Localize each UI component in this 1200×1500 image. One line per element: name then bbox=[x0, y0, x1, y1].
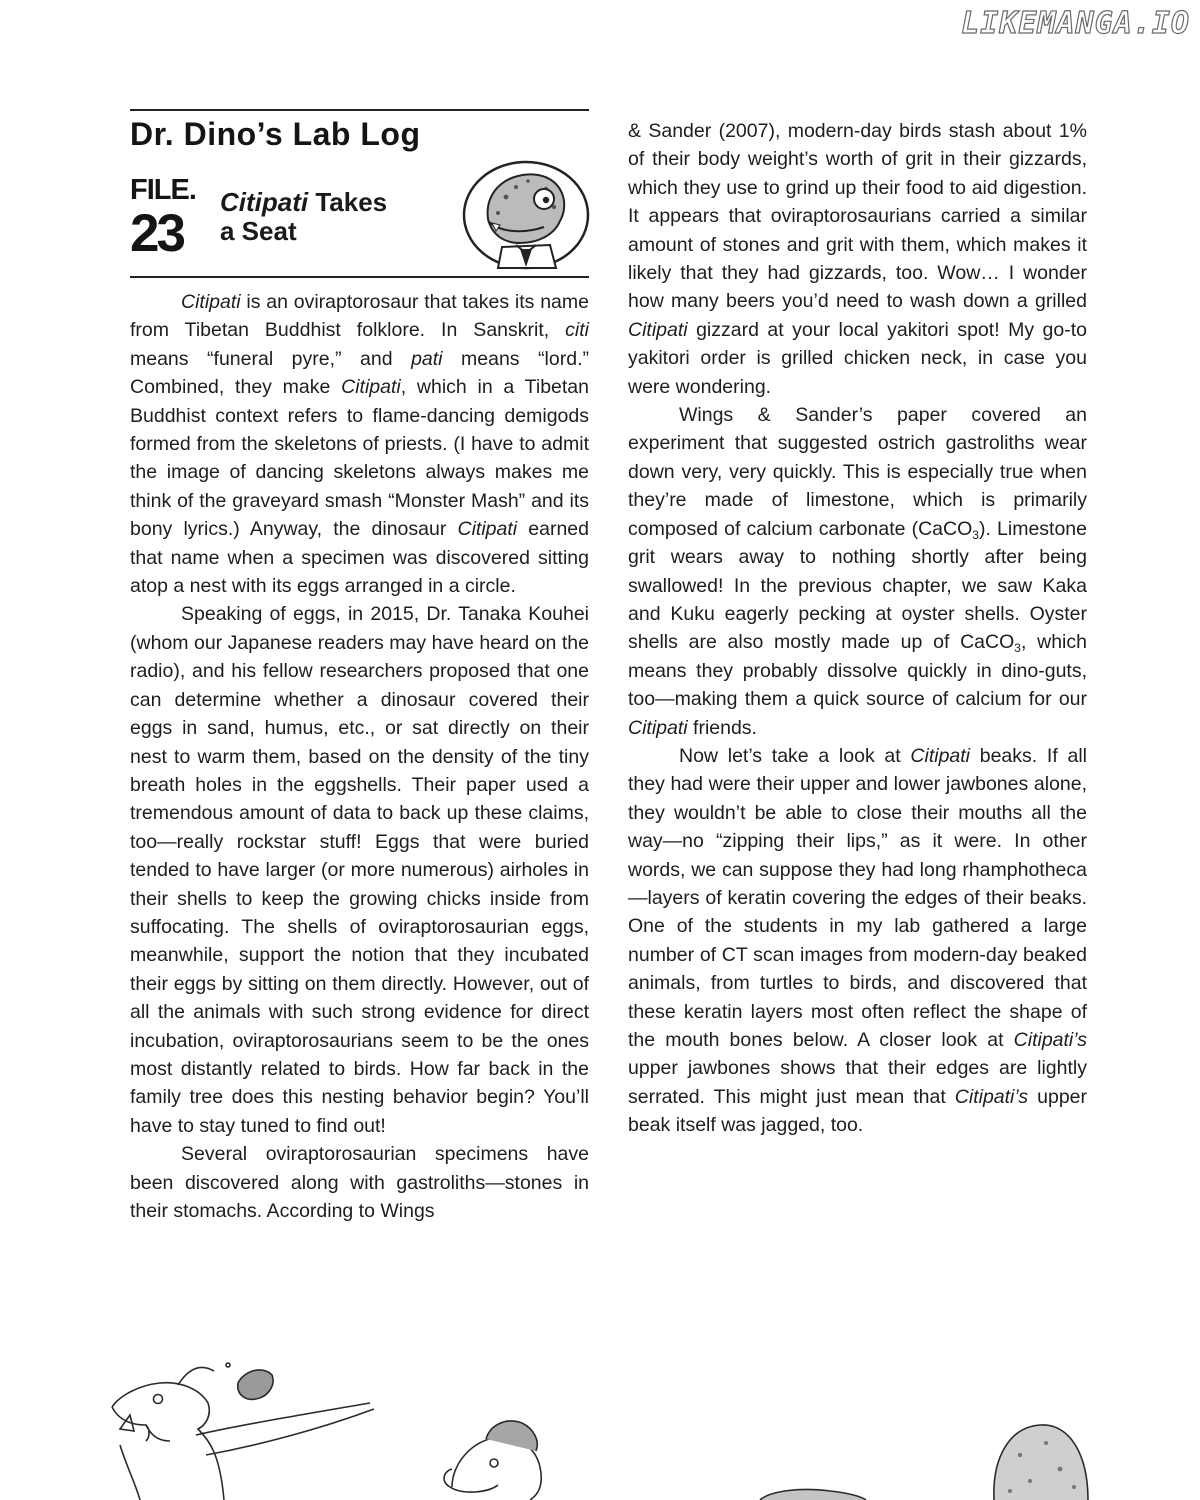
header-bottom-rule bbox=[130, 276, 589, 278]
paragraph-gizzards: & Sander (2007), modern-day birds stash about 1% of their body weight’s worth of grit in their gizzards, which they use to grind up their food to aid digestion. It appears that oviraptorosaurians carried a similar amount of stones and grit with them, which makes it likely that they had gizzards, too. Wow… I wonder how many beers you’d need to wash down a grilled Citipati gizzard at your local yakitori spot! My go-to yakitori order is grilled chicken neck, in case you were wondering. bbox=[628, 120, 1087, 398]
site-watermark: LIKEMANGA.IO bbox=[961, 6, 1190, 41]
paragraph-eggs: Speaking of eggs, in 2015, Dr. Tanaka Kouhei (whom our Japanese readers may have heard on the radio), and his fellow researchers proposed that one can determine whether a dinosaur covered their eggs in sand, humus, etc., or sat directly on their nest to warm them, based on the density of the tiny breath holes in the eggshells. Their paper used a tremendous amount of data to back up these claims, too—really rockstar stuff! Eggs that were buried tended to have larger (or more numerous) airholes in their shells to keep the growing chicks inside from suffocating. The shells of oviraptorosaurian eggs, meanwhile, support the notion that they incubated their eggs by sitting on them directly. However, out of all the animals with such strong evidence for direct incubation, oviraptorosaurians seem to be the ones most distantly related to birds. How far back in the family tree does this nesting behavior begin? You’ll have to stay tuned to find out! bbox=[130, 603, 589, 1137]
dr-dino-portrait-icon bbox=[458, 159, 590, 271]
paragraph-limestone: Wings & Sander’s paper covered an experiment that suggested ostrich gastroliths wear down very, very quickly. This is especially true when they’re made of limestone, which is primarily composed of calcium carbonate (CaCO$_3$). Limestone grit wears away to nothing shortly after being swallowed! In the previous chapter, we saw Kaka and Kuku eagerly pecking at oyster shells. Oyster shells are also mostly made up of CaCO$_3$, which means they probably dissolve quickly in dino-guts, too—making them a quick source of calcium for our Citipati friends. bbox=[628, 404, 1087, 739]
paragraph-gastroliths: Several oviraptorosaurian specimens have been discovered along with gastroliths—stones in their stomachs. According to Wings bbox=[130, 1143, 589, 1222]
file-number: 23 bbox=[130, 204, 183, 263]
file-label: FILE. bbox=[130, 174, 196, 206]
paragraph-beaks: Now let’s take a look at Citipati beaks. If all they had were their upper and lower jawbones alone, they wouldn’t be able to close their mouths all the way—no “zipping their lips,” as it were. In other words, we can suppose they had long rhamphotheca—layers of keratin covering the edges of their beaks. One of the students in my lab gathered a large number of CT scan images from modern-day beaked animals, from turtles to birds, and discovered that these keratin layers most often reflect the shape of the mouth bones below. A closer look at Citipati’s upper jawbones shows that their edges are lightly serrated. This might just mean that Citipati’s upper beak itself was jagged, too. bbox=[628, 744, 1087, 1137]
article-left-column bbox=[130, 288, 589, 1225]
file-title-italic: Citipati bbox=[220, 187, 309, 217]
article-right-column bbox=[628, 117, 1087, 1140]
header-top-rule bbox=[130, 109, 589, 111]
paragraph-citipati-name: Citipati is an oviraptorosaur that takes its name from Tibetan Buddhist folklore. In Sanskrit, citi means “funeral pyre,” and pati means “lord.” Combined, they make Citipati, which in a Tibetan Buddhist context refers to flame-dancing demigods formed from the skeletons of priests. (I have to admit the image of dancing skeletons always makes me think of the graveyard smash “Monster Mash” and its bony lyrics.) Anyway, the dinosaur Citipati earned that name when a specimen was discovered sitting atop a nest with its eggs arranged in a circle. bbox=[130, 291, 589, 598]
page-title: Dr. Dino’s Lab Log bbox=[130, 116, 421, 152]
file-title-rest: Takes bbox=[308, 187, 388, 217]
citipati-illustration-icon bbox=[0, 1345, 1200, 1500]
file-title-line2: a Seat bbox=[220, 216, 297, 246]
file-title bbox=[220, 188, 387, 246]
